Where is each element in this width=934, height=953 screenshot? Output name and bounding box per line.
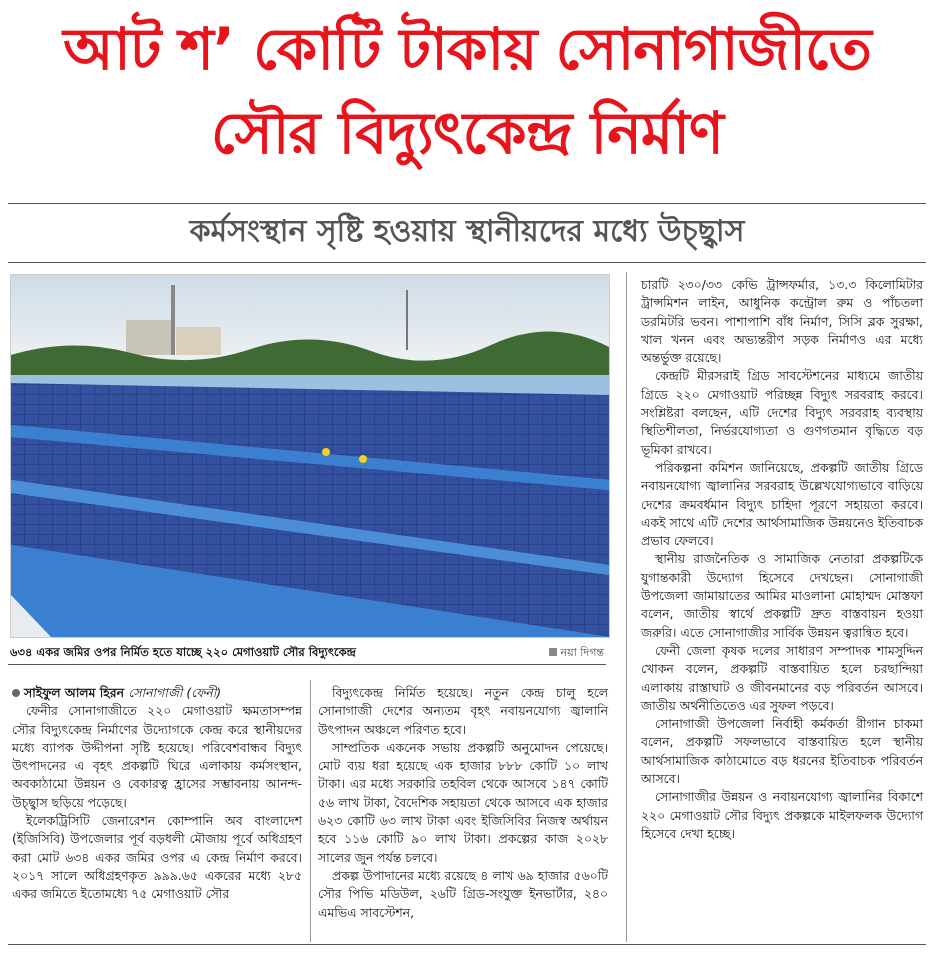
column3-paragraph-3: পরিকল্পনা কমিশন জানিয়েছে, প্রকল্পটি জাতীয় গ্রিডে নবায়নযোগ্য জ্বালানির সরবরাহ উল্লেখযোগ্যভাবে বাড়িয়ে দেশের ক্রমবর্ধমান বিদ্যুৎ চাহিদা পূরণে সহায়তা করবে। একই সাথে এটি দেশের আর্থসামাজিক উন্নয়নেও ইতিবাচক প্রভাব ফেলবে। [641, 459, 924, 549]
photo-credit [549, 644, 604, 663]
solar-panels-image [11, 275, 609, 637]
headline-line-1: আট শ’ কোটি টাকায় সোনাগাজীতে [63, 15, 871, 83]
column2-paragraph-1: বিদ্যুৎকেন্দ্র নির্মিত হয়েছে। নতুন কেন্দ্র চালু হলে সোনাগাজী দেশের অন্যতম বৃহৎ নবায়নযোগ্য জ্বালানি উৎপাদন অঞ্চলে পরিণত হবে। [318, 685, 608, 737]
column2-paragraph-2: সাম্প্রতিক একনেক সভায় প্রকল্পটি অনুমোদন পেয়েছে। মোট ব্যয় ধরা হয়েছে এক হাজার ৮৮৮ কোটি ১০ লাখ টাকা। এর মধ্যে সরকারি তহবিল থেকে আসবে ১৪৭ কোটি ৫৬ লাখ টাকা, বৈদেশিক সহায়তা থেকে আসবে এক হাজার ৬২৩ কোটি ৬৩ লাখ টাকা এবং ইজিসিবির নিজস্ব অর্থায়ন হবে ১১৬ কোটি ৯০ লাখ টাকা। প্রকল্পের কাজ ২০২৮ সালের জুন পর্যন্ত চলবে। [318, 739, 608, 865]
column3-paragraph-2: কেন্দ্রটি মীরসরাই গ্রিড সাবস্টেশনের মাধ্যমে জাতীয় গ্রিডে ২২০ মেগাওয়াট পরিচ্ছন্ন বিদ্যুৎ সরবরাহ করবে। সংশ্লিষ্টরা বলছেন, এটি দেশের বিদ্যুৎ সরবরাহ ব্যবস্থায় স্থিতিশীলতা, নির্ভরযোগ্যতা ও গুণগতমান বৃদ্ধিতে বড় ভূমিকা রাখবে। [641, 368, 923, 457]
credit-square-icon [549, 648, 557, 656]
photo-caption: ৬৩৪ একর জমির ওপর নির্মিত হতে যাচ্ছে ২২০ মেগাওয়াট সৌর বিদ্যুৎকেন্দ্র [10, 645, 356, 659]
byline-location: সোনাগাজী (ফেনী) [128, 685, 222, 700]
divider-sub [8, 262, 926, 263]
column3-paragraph-5: ফেনী জেলা কৃষক দলের সাধারণ সম্পাদক শামসুদ্দিন খোকন বলেন, প্রকল্পটি বাস্তবায়িত হলে চরছান্দিয়া এলাকায় রাস্তাঘাট ও জীবনমানের বড় পরিবর্তন আসবে। জাতীয় অর্থনীতিতেও এর সুফল পড়বে। [641, 642, 923, 713]
column-divider-1 [310, 680, 311, 942]
column3-paragraph-6: সোনাগাজী উপজেলা নির্বাহী কর্মকর্তা রীগান চাকমা বলেন, প্রকল্পটি সফলভাবে বাস্তবায়িত হলে স্থানীয় আর্থসামাজিক কাঠামোতে বড় ধরনের ইতিবাচক পরিবর্তন আসবে। [641, 716, 923, 787]
divider-bottom [8, 944, 926, 945]
article-column-2 [318, 684, 608, 922]
column3-paragraph-4: স্থানীয় রাজনৈতিক ও সামাজিক নেতারা প্রকল্পটিকে যুগান্তকারী উদ্যোগ হিসেবে দেখছেন। সোনাগাজী উপজেলা জামায়াতের আমির মাওলানা মোহাম্মদ মোস্তফা বলেন, জাতীয় স্বার্থে প্রকল্পটি দ্রুত বাস্তবায়ন হওয়া জরুরি। এতে সোনাগাজীর সার্বিক উন্নয়ন ত্বরান্বিত হবে। [641, 551, 923, 640]
headline-line-2: সৌর বিদ্যুৎকেন্দ্র নির্মাণ [211, 99, 723, 167]
column3-paragraph-7: সোনাগাজীর উন্নয়ন ও নবায়নযোগ্য জ্বালানির বিকাশে ২২০ মেগাওয়াট সৌর বিদ্যুৎ প্রকল্পকে মাইলফলক উদ্যোগ হিসেবে দেখা হচ্ছে। [641, 789, 923, 841]
solar-plant-photo [10, 274, 610, 638]
column2-paragraph-3: প্রকল্প উপাদানের মধ্যে রয়েছে ৪ লাখ ৬৯ হাজার ৫৬০টি সৌর পিভি মডিউল, ২৬টি গ্রিড-সংযুক্ত ইনভার্টার, ২৪০ এমভিএ সাবস্টেশন, [318, 867, 608, 920]
column1-paragraph-2: ইলেকট্রিসিটি জেনারেশন কোম্পানি অব বাংলাদেশ (ইজিসিবি) উপজেলার পূর্ব বড়ধলী মৌজায় পূর্বে অধিগ্রহণ করা মোট ৬৩৪ একর জমির ওপর এ কেন্দ্র নির্মাণ করবে। ২০১৭ সালে অধিগ্রহণকৃত ৯৯৯.৬৫ একরের মধ্যে ২৮৫ একর জমিতে ইতোমধ্যে ৭৫ মেগাওয়াট সৌর [12, 813, 302, 902]
byline [12, 684, 302, 702]
divider-caption [8, 664, 606, 665]
byline-bullet-icon [12, 689, 20, 697]
column3-paragraph-1: চারটি ২৩০/৩৩ কেভি ট্রান্সফর্মার, ১৩.৩ কিলোমিটার ট্রান্সমিশন লাইন, আধুনিক কন্ট্রোল রুম ও পাঁচতলা ডরমিটরি ভবন। পাশাপাশি বাঁধ নির্মাণ, সিসি ব্লক সুরক্ষা, খাল খনন এবং অভ্যন্তরীণ সড়ক নির্মাণও এর মধ্যে অন্তর্ভুক্ত রয়েছে। [641, 277, 923, 366]
article-column-3 [641, 276, 923, 843]
photo-credit-text: নয়া দিগন্ত [560, 646, 604, 659]
divider-top [8, 203, 926, 204]
column1-paragraph-1: ফেনীর সোনাগাজীতে ২২০ মেগাওয়াট ক্ষমতাসম্পন্ন সৌর বিদ্যুৎকেন্দ্র নির্মাণের উদ্যোগকে কেন্দ্র করে স্থানীয়দের মধ্যে ব্যাপক উদ্দীপনা সৃষ্টি হয়েছে। পরিবেশবান্ধব বিদ্যুৎ উৎপাদনের এ বৃহৎ প্রকল্পটি ঘিরে এলাকায় কর্মসংস্থান, অবকাঠামো উন্নয়ন ও বেকারত্ব হ্রাসের সম্ভাবনায় আনন্দ-উচ্ছ্বাস ছড়িয়ে পড়েছে। [12, 703, 302, 810]
column-divider-2 [626, 272, 627, 942]
byline-author: সাইফুল আলম হিরন [24, 685, 124, 700]
article-column-1 [12, 684, 302, 904]
subheadline: কর্মসংস্থান সৃষ্টি হওয়ায় স্থানীয়দের মধ্যে উচ্ছ্বাস [189, 214, 745, 249]
